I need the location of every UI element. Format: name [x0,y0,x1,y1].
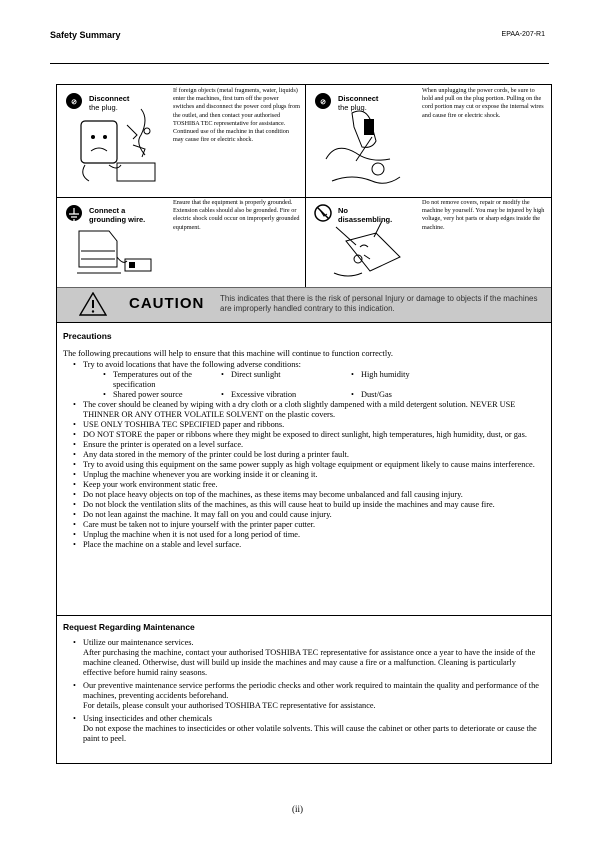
document-code: EPAA-207-R1 [501,31,545,38]
warning-text: Do not remove covers, repair or modify the machine by yourself. You may be injured by high voltage, very hot parts or sharp edges inside the machine. [422,199,545,231]
warning-text: Ensure that the equipment is properly grounded. Extension cables should also be grounded. Fire or electric shock could occur on improperly grounded equipment. [173,199,300,231]
condition-item: • Dust/Gas [351,390,461,400]
condition-item: • High humidity [351,370,461,390]
list-item [73,638,543,678]
warning-cell-disassembly [305,197,551,287]
caution-label: CAUTION [129,295,205,312]
warning-title-line1: Disconnect [89,94,130,103]
warning-title-line1: No [338,206,348,215]
caution-description: This indicates that there is the risk of personal Injury or damage to objects if the machines are improperly handled contrary to this indication. [220,294,538,313]
conditions-table [83,370,543,400]
warning-title-line1: Disconnect [338,94,379,103]
condition-item: • Direct sunlight [221,370,351,390]
warning-row-1 [57,85,551,198]
maintenance-body: Do not expose the machines to insecticides or other volatile solvents. This will cause the cabinet or other parts to deteriorate or cause the paint to peel. [83,724,537,743]
list-item: • The cover should be cleaned by wiping with a dry cloth or a cloth slightly dampened with a mild detergent solution. NEVER USE THINNER OR ANY OTHER VOLATILE SOLVENT on the plastic covers. [73,400,543,420]
maintenance-list [73,638,543,747]
warning-title-line2: grounding wire. [89,215,146,224]
condition-item: • Temperatures out of the specification [103,370,221,390]
page-number: (ii) [292,804,303,814]
warning-title-line2: the plug. [338,103,367,112]
list-item: • Do not block the ventilation slits of the machines, as this will cause heat to build up inside the machines and may cause fire. [73,500,543,510]
warning-row-2 [57,197,551,288]
list-item: • USE ONLY TOSHIBA TEC SPECIFIED paper and ribbons. [73,420,543,430]
warning-title [89,94,129,112]
svg-text:⊘: ⊘ [71,99,77,106]
maintenance-heading: Request Regarding Maintenance [63,622,195,632]
precautions-heading: Precautions [63,331,112,341]
warning-cell-ground [57,197,305,287]
list-item [73,714,543,744]
section-title: Safety Summary [50,30,121,40]
maintenance-body: After purchasing the machine, contact your authorised TOSHIBA TEC representative for assistance once a year to have the inside of the machine cleaned. Otherwise, dust will build up inside the machines and may cause a fire or a malfunction. Cleaning is particularly effective before humid rainy seasons. [83,648,536,677]
list-item: • Place the machine on a stable and level surface. [73,540,543,550]
avoid-intro: Try to avoid locations that have the following adverse conditions: [83,360,301,369]
warning-cell-disconnect-1 [57,85,305,197]
list-item: • Care must be taken not to injure yourself with the printer paper cutter. [73,520,543,530]
list-item: • Ensure the printer is operated on a level surface. [73,440,543,450]
list-item [73,360,543,400]
safety-box [56,84,552,764]
maintenance-lead: • Utilize our maintenance services. [83,638,194,647]
maintenance-lead: • Using insecticides and other chemicals [83,714,213,723]
list-item: • Do not lean against the machine. It may fall on you and could cause injury. [73,510,543,520]
caution-bar [57,287,551,323]
warning-title-line1: Connect a [89,206,126,215]
list-item: • Keep your work environment static free. [73,480,543,490]
list-item [73,681,543,711]
warning-title [338,206,392,224]
list-item: • Do not place heavy objects on top of the machines, as these items may become unbalanced and fall causing injury. [73,490,543,500]
maintenance-body: For details, please consult your authorised TOSHIBA TEC representative for assistance. [83,701,376,710]
list-item: • Unplug the machine whenever you are working inside it or cleaning it. [73,470,543,480]
warning-title [89,206,145,224]
warning-title-line2: the plug. [89,103,118,112]
list-item: • Try to avoid using this equipment on the same power supply as high voltage equipment or equipment likely to cause mains interference. [73,460,543,470]
condition-item: • Shared power source [103,390,221,400]
warning-triangle-icon [79,292,107,316]
list-item: • Any data stored in the memory of the printer could be lost during a printer fault. [73,450,543,460]
condition-item: • Excessive vibration [221,390,351,400]
maintenance-divider [57,615,551,616]
precautions-list [73,360,543,550]
header-rule [50,63,549,64]
warning-title-line2: disassembling. [338,215,393,224]
list-item: • DO NOT STORE the paper or ribbons where they might be exposed to direct sunlight, high temperatures, high humidity, dust, or gas. [73,430,543,440]
warning-text: When unplugging the power cords, be sure to hold and pull on the plug portion. Pulling on the cord portion may cut or expose the internal wires and cause fire or electric shock. [422,87,544,119]
warning-title [338,94,378,112]
maintenance-lead: • Our preventive maintenance service performs the periodic checks and other work required to maintain the quality and performance of the machines, preventing accidents beforehand. [83,681,539,700]
warning-text: If foreign objects (metal fragments, water, liquids) enter the machines, first turn off the power switches and disconnect the power cord plugs from the outlet, and then contact your authorised TOSHIBA TEC representative for assistance. Continued use of the machine in that condition may cause fire or electric shock. [173,87,300,144]
warning-cell-disconnect-2 [305,85,551,197]
svg-text:⊘: ⊘ [320,99,326,106]
list-item: • Unplug the machine when it is not used for a long period of time. [73,530,543,540]
precautions-intro: The following precautions will help to ensure that this machine will continue to function correctly. [63,349,393,358]
